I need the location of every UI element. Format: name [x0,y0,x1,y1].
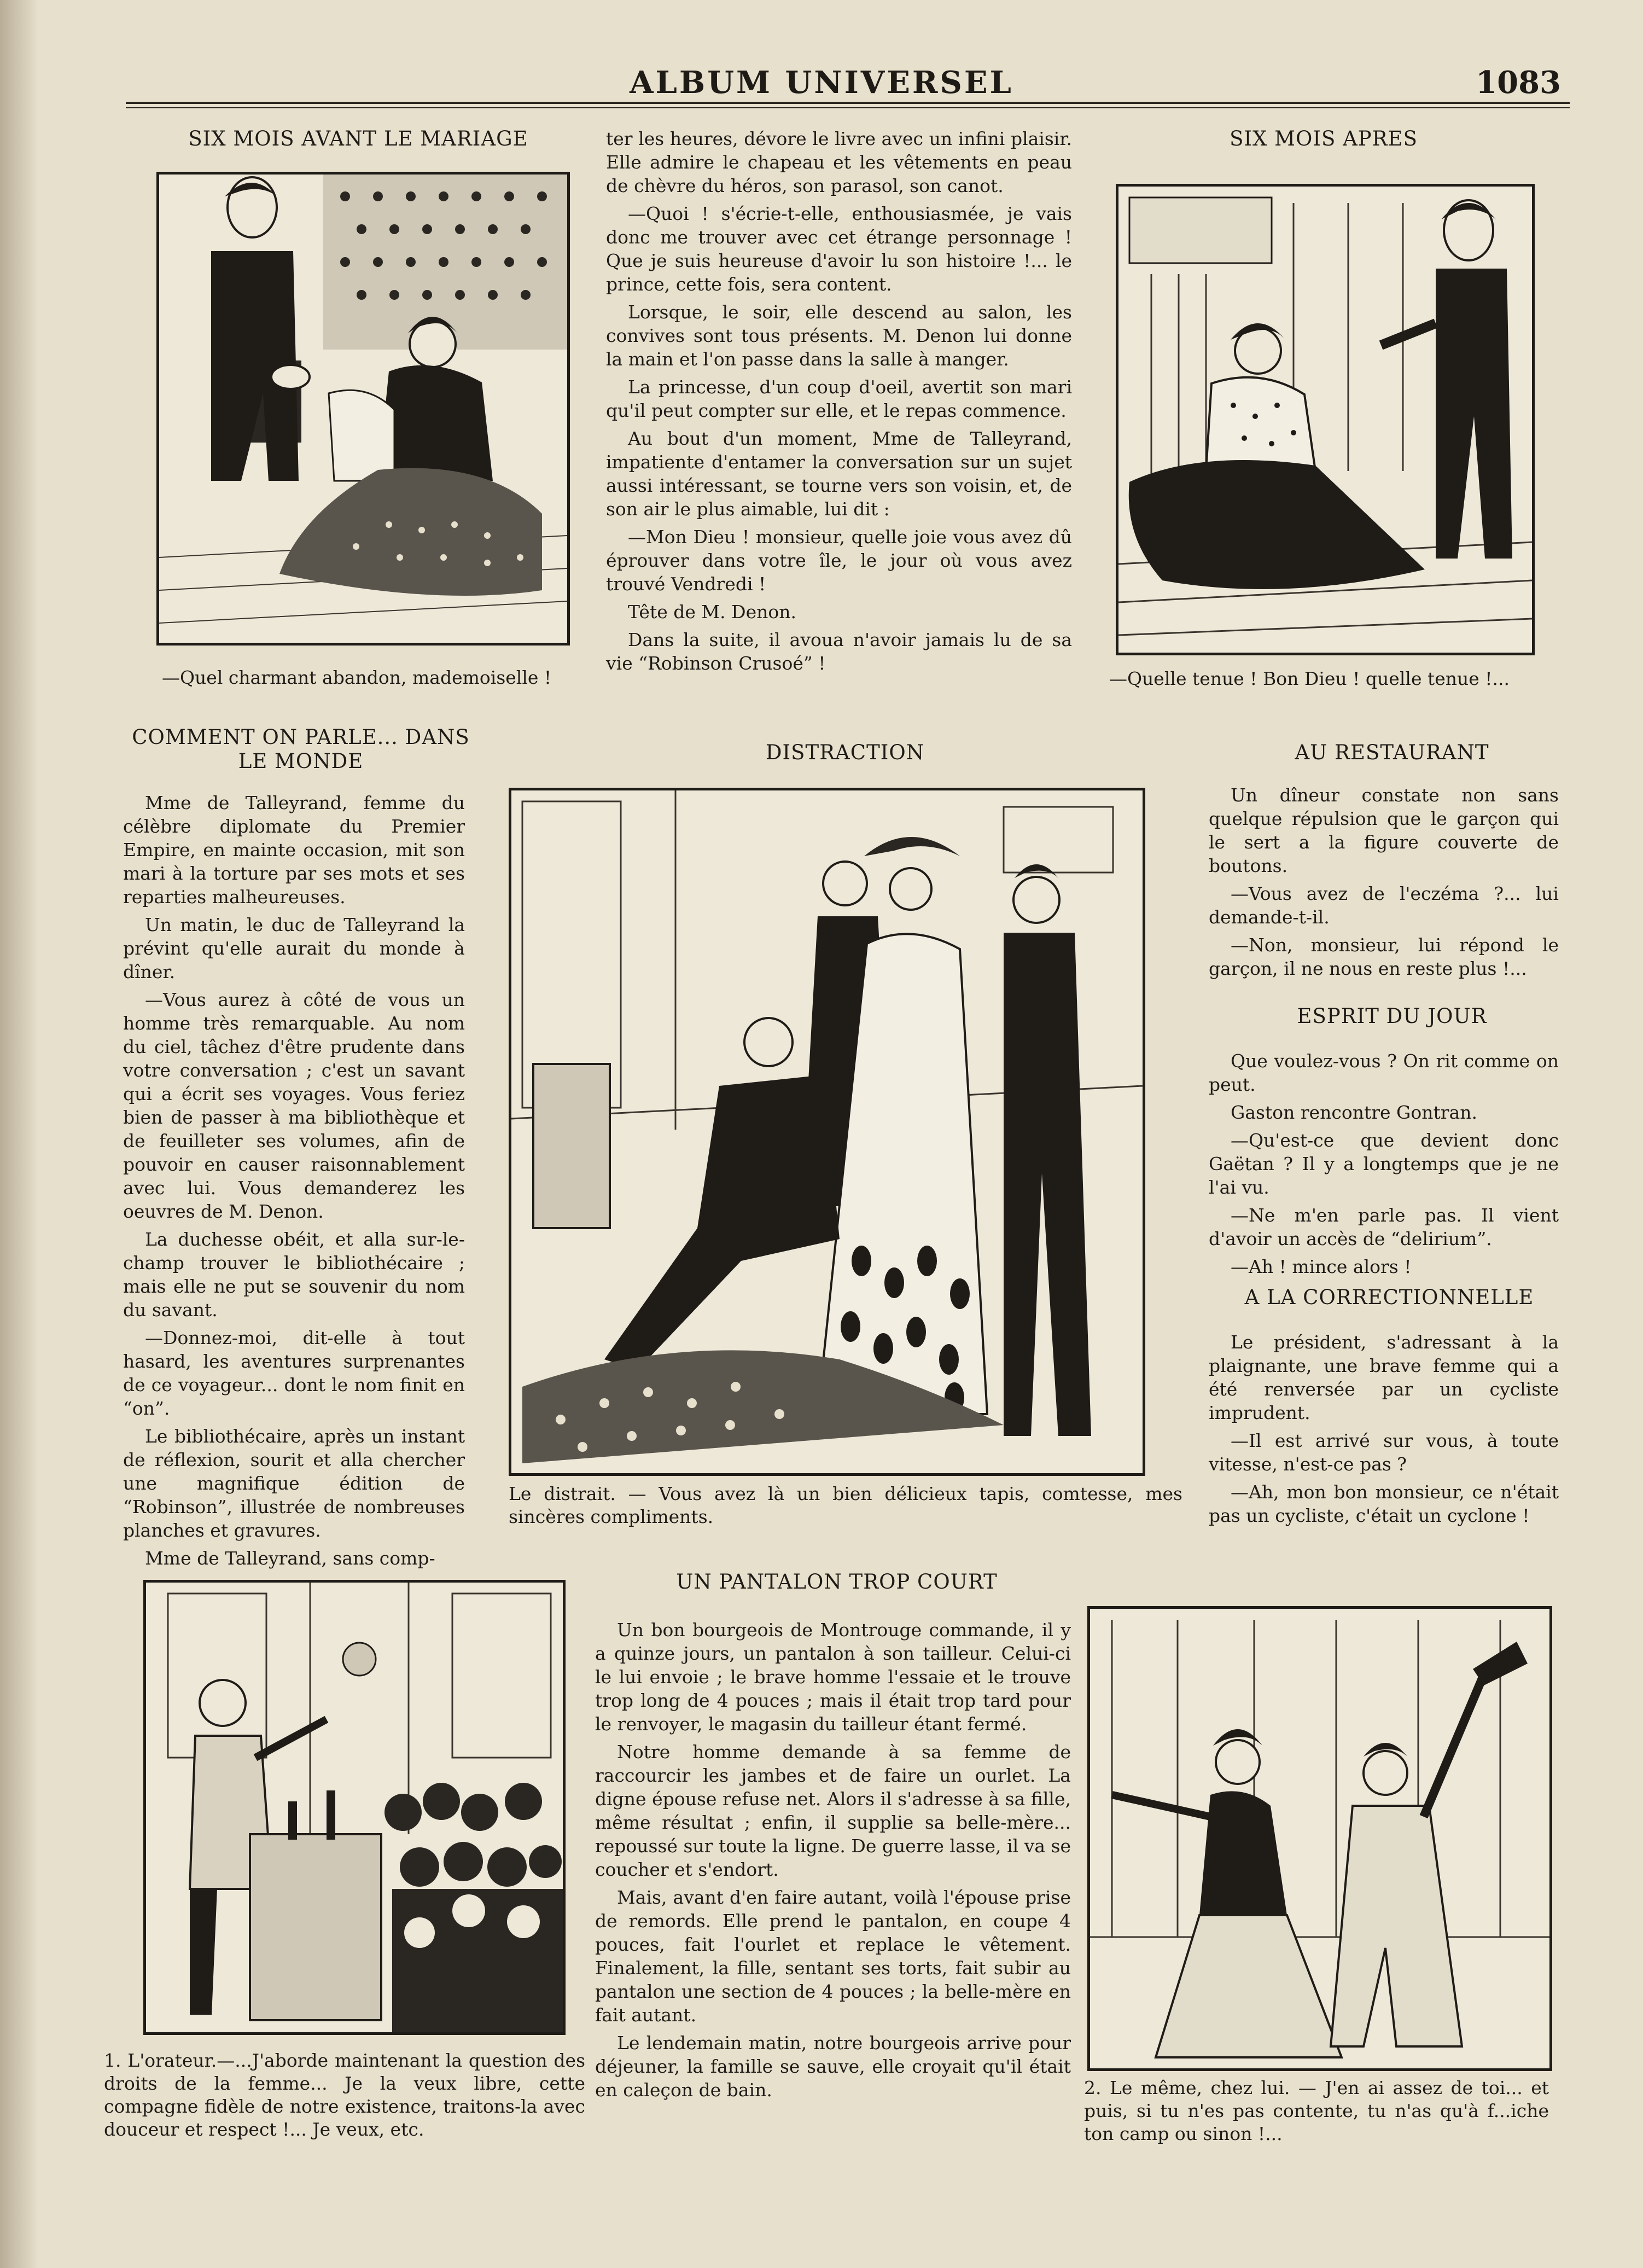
correctionnelle-paragraph: —Il est arrivé sur vous, à toute vitesse, n'est-ce pas ? [1209,1430,1559,1475]
apres-caption: —Quelle tenue ! Bon Dieu ! quelle tenue !... [1109,668,1510,689]
restaurant-paragraph: Un dîneur constate non sans quelque répulsion que le garçon qui le sert a la figure couverte de boutons. [1209,784,1559,876]
illustration-six-months-after [1116,184,1535,655]
comment-paragraph: Mme de Talleyrand, sans comp- [145,1548,435,1569]
comment-heading: COMMENT ON PARLE... DANS LE MONDE [132,725,470,773]
apres-heading: SIX MOIS APRES [1230,127,1418,150]
esprit-paragraph: Que voulez-vous ? On rit comme on peut. [1209,1050,1559,1095]
restaurant-heading: AU RESTAURANT [1295,741,1489,764]
distraction-heading: DISTRACTION [765,741,925,764]
comment-continued-paragraph: Tête de M. Denon. [628,601,796,623]
pantalon-paragraph: Notre homme demande à sa femme de raccourcir les jambes et de faire un ourlet. La digne épouse refuse net. Alors il s'adresse à sa fille, même résultat ; enfin, il supplie sa belle-mère... repoussé sur toute la ligne. De guerre lasse, il va se coucher et s'endort. [595,1741,1071,1880]
comment-paragraph: La duchesse obéit, et alla sur-le-champ trouver le bibliothécaire ; mais elle ne put se souvenir du nom du savant. [123,1229,465,1321]
distraction-caption: Le distrait. — Vous avez là un bien délicieux tapis, comtesse, mes sincères compliments. [509,1483,1182,1527]
correctionnelle-paragraph: Le président, s'adressant à la plaignante, une brave femme qui a été renversée par un cycliste imprudent. [1209,1331,1559,1423]
page-number: 1083 [1476,65,1561,101]
restaurant-paragraph: —Non, monsieur, lui répond le garçon, il ne nous en reste plus !... [1209,934,1559,979]
masthead-title: ALBUM UNIVERSEL [630,65,1013,101]
correctionnelle-heading: A LA CORRECTIONNELLE [1244,1286,1534,1309]
comment-paragraph: —Vous aurez à côté de vous un homme très remarquable. Au nom du ciel, tâchez d'être prudente dans votre conversation ; c'est un savant qui a écrit ses voyages. Vous feriez bien de passer à ma bibliothèque et de feuilleter ses volumes, afin de pouvoir en causer raisonnablement avec lui. Vous demanderez les oeuvres de M. Denon. [123,989,465,1222]
comment-continued-paragraph: Au bout d'un moment, Mme de Talleyrand, impatiente d'entamer la conversation sur un sujet aussi intéressant, se tourne vers son voisin, et, de son air le plus aimable, lui dit : [606,428,1072,520]
pantalon-paragraph: Un bon bourgeois de Montrouge commande, il y a quinze jours, un pantalon à son tailleur. Celui-ci le lui envoie ; le brave homme l'essaie et le trouve trop long de 4 pouces ; mais il était trop tard pour le renvoyer, le magasin du tailleur étant fermé. [595,1619,1071,1735]
mariage-heading: SIX MOIS AVANT LE MARIAGE [188,127,528,150]
pantalon-heading: UN PANTALON TROP COURT [676,1570,998,1594]
esprit-paragraph: Gaston rencontre Gontran. [1231,1102,1477,1123]
comment-continued-paragraph: Lorsque, le soir, elle descend au salon, les convives sont tous présents. M. Denon lui donne la main et l'on passe dans la salle à manger. [606,301,1072,370]
pantalon-paragraph: Le lendemain matin, notre bourgeois arrive pour déjeuner, la famille se sauve, elle croyait qu'il était en caleçon de bain. [595,2032,1071,2101]
pantalon-article [595,1618,1071,2106]
pantalon-paragraph: Mais, avant d'en faire autant, voilà l'épouse prise de remords. Elle prend le pantalon, en coupe 4 pouces, fait l'ourlet et replace le vêtement. Finalement, la fille, sentant ses torts, fait subir au pantalon une section de 4 pouces ; la belle-mère en fait autant. [595,1887,1071,2026]
restaurant-paragraph: —Vous avez de l'eczéma ?... lui demande-t-il. [1209,883,1559,928]
comment-continued-paragraph: Dans la suite, il avoua n'avoir jamais lu de sa vie “Robinson Crusoé” ! [606,629,1072,674]
illustration-distraction [509,788,1145,1476]
comment-paragraph: Mme de Talleyrand, femme du célèbre diplomate du Premier Empire, en mainte occasion, mit son mari à la torture par ses mots et ses reparties malheureuses. [123,792,465,908]
esprit-article [1209,1049,1559,1283]
esprit-paragraph: —Ah ! mince alors ! [1231,1256,1412,1277]
comment-paragraph: —Donnez-moi, dit-elle à tout hasard, les aventures surprenantes de ce voyageur... dont le nom finit en “on”. [123,1327,465,1419]
mariage-caption: —Quel charmant abandon, mademoiselle ! [162,667,552,688]
correctionnelle-paragraph: —Ah, mon bon monsieur, ce n'était pas un cycliste, c'était un cyclone ! [1209,1481,1559,1526]
header-rule [126,102,1570,104]
restaurant-article [1209,783,1559,985]
esprit-heading: ESPRIT DU JOUR [1297,1004,1487,1028]
meme-caption: 2. Le même, chez lui. — J'en ai assez de toi... et puis, si tu n'es pas contente, tu n'as qu'à f...iche ton camp ou sinon !... [1084,2077,1549,2144]
comment-paragraph: Le bibliothécaire, après un instant de réflexion, sourit et alla chercher une magnifique édition de “Robinson”, illustrée de nombreuses planches et gravures. [123,1426,465,1541]
comment-continued-paragraph: ter les heures, dévore le livre avec un infini plaisir. Elle admire le chapeau et les vêtements en peau de chèvre du héros, son parasol, son canot. [606,128,1072,196]
comment-continued-paragraph: —Quoi ! s'écrie-t-elle, enthousiasmée, je vais donc me trouver avec cet étrange personnage ! Que je suis heureuse d'avoir lu son histoire !... le prince, cette fois, sera content. [606,203,1072,295]
esprit-paragraph: —Ne m'en parle pas. Il vient d'avoir un accès de “delirium”. [1209,1205,1559,1249]
header-rule-thin [126,107,1570,108]
illustration-same-at-home [1087,1606,1552,2071]
illustration-orator [143,1580,566,2035]
orateur-caption: 1. L'orateur.—...J'aborde maintenant la question des droits de la femme... Je la veux libre, cette compagne fidèle de notre existence, traitons-la avec douceur et respect !... Je veux, etc. [104,2050,585,2140]
comment-continued-paragraph: La princesse, d'un coup d'oeil, avertit son mari qu'il peut compter sur elle, et le repas commence. [606,376,1072,421]
esprit-paragraph: —Qu'est-ce que devient donc Gaëtan ? Il y a longtemps que je ne l'ai vu. [1209,1130,1559,1198]
correctionnelle-article [1209,1330,1559,1532]
comment-article [123,791,465,1574]
illustration-before-marriage [156,172,570,645]
comment-continued-paragraph: —Mon Dieu ! monsieur, quelle joie vous avez dû éprouver dans votre île, le jour où vous avez trouvé Vendredi ! [606,526,1072,595]
comment-continued [606,127,1072,679]
comment-paragraph: Un matin, le duc de Talleyrand la prévint qu'elle aurait du monde à dîner. [123,914,465,982]
binding-gutter [0,0,38,2268]
